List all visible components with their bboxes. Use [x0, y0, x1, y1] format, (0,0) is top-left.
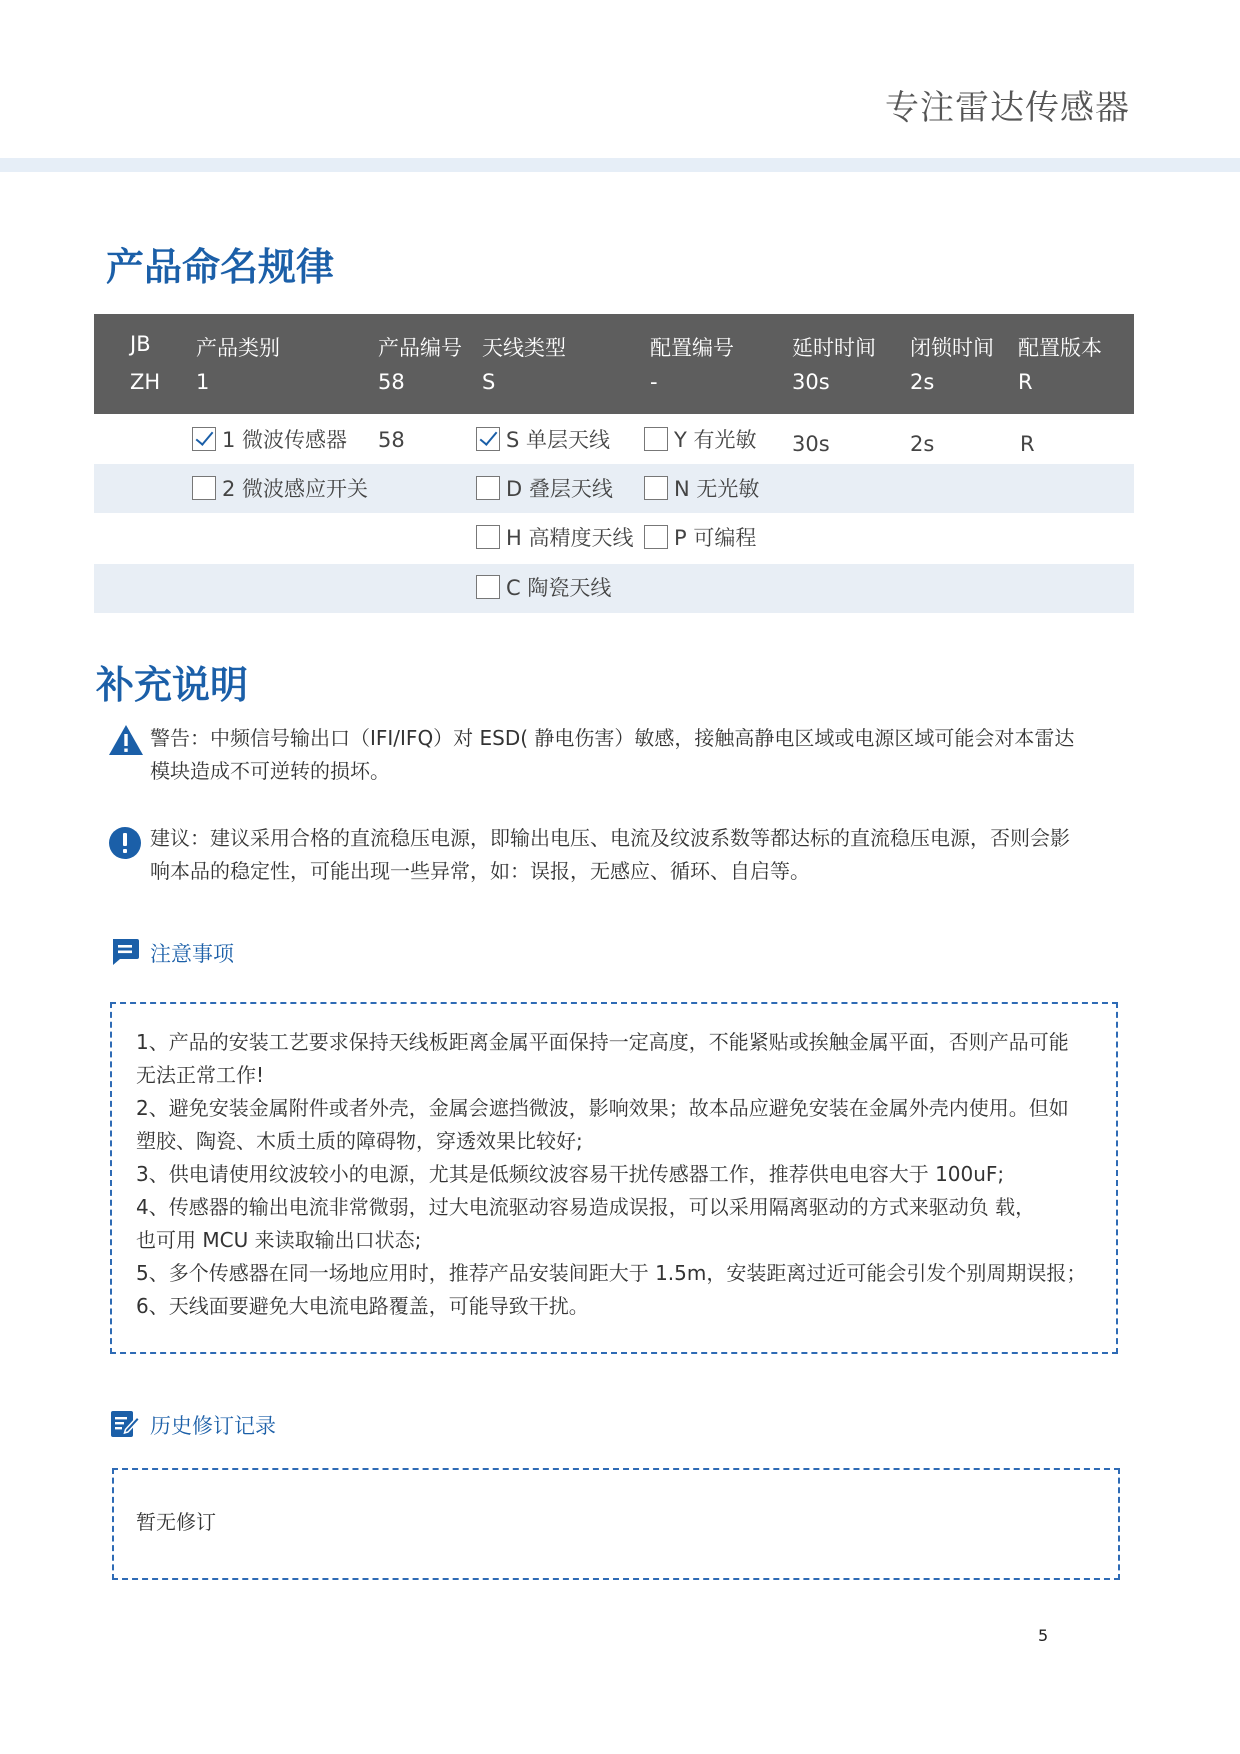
header-cell: 产品类别: [196, 336, 280, 360]
naming-table-header: [94, 314, 1134, 414]
version-value: R: [1020, 432, 1035, 456]
notes-line: 4、传感器的输出电流非常微弱，过大电流驱动容易造成误报，可以采用隔离驱动的方式来驱动负 载，: [136, 1195, 1036, 1219]
advice-text: [150, 822, 1110, 888]
notes-line: 5、多个传感器在同一场地应用时，推荐产品安装间距大于 1.5m，安装距离过近可能会引发个别周期误报；: [136, 1261, 1087, 1285]
checkbox-icon[interactable]: [476, 476, 500, 500]
notes-line: 3、供电请使用纹波较小的电源，尤其是低频纹波容易干扰传感器工作，推荐供电电容大于 100uF;: [136, 1162, 1005, 1186]
header-cell: JB: [130, 332, 151, 356]
notes-line: 6、天线面要避免大电流电路覆盖，可能导致干扰。: [136, 1294, 589, 1318]
naming-title: 产品命名规律: [106, 245, 335, 289]
history-title: 历史修订记录: [150, 1414, 276, 1438]
checkbox-checked-icon[interactable]: [476, 427, 500, 451]
option-category-2[interactable]: [192, 473, 368, 503]
option-category-1[interactable]: [192, 424, 347, 454]
exclamation-circle-icon: [108, 826, 142, 860]
header-cell: 配置版本: [1018, 336, 1102, 360]
option-label: 1 微波传感器: [222, 428, 348, 452]
history-box: [112, 1468, 1120, 1580]
option-label: Y 有光敏: [674, 428, 757, 452]
option-antenna-s[interactable]: [476, 424, 610, 454]
header-cell: 天线类型: [482, 336, 566, 360]
option-label: D 叠层天线: [506, 477, 613, 501]
header-band: [0, 158, 1240, 172]
notes-list: [136, 1026, 1106, 1323]
option-antenna-d[interactable]: [476, 473, 613, 503]
header-cell: 延时时间: [792, 336, 876, 360]
checkbox-icon[interactable]: [476, 575, 500, 599]
supplement-title: 补充说明: [96, 663, 249, 707]
history-content: 暂无修订: [136, 1510, 216, 1534]
notes-line: 也可用 MCU 来读取输出口状态;: [136, 1228, 422, 1252]
checkbox-icon[interactable]: [192, 476, 216, 500]
option-label: 2 微波感应开关: [222, 477, 369, 501]
notes-line: 塑胶、陶瓷、木质土质的障碍物，穿透效果比较好;: [136, 1129, 583, 1153]
option-config-n[interactable]: [644, 473, 759, 503]
header-cell: 产品编号: [378, 336, 462, 360]
advice-line: 响本品的稳定性，可能出现一些异常，如：误报，无感应、循环、自启等。: [150, 859, 810, 883]
option-config-y[interactable]: [644, 424, 757, 454]
notes-line: 1、产品的安装工艺要求保持天线板距离金属平面保持一定高度，不能紧贴或挨触金属平面，否则产品可能: [136, 1030, 1069, 1054]
example-cell: S: [482, 370, 496, 394]
warning-line: 警告：中频信号输出口（IFI/IFQ）对 ESD( 静电伤害）敏感，接触高静电区域或电源区域可能会对本雷达: [150, 726, 1075, 750]
option-antenna-c[interactable]: [476, 572, 611, 602]
option-label: C 陶瓷天线: [506, 576, 612, 600]
table-row-alt: [94, 564, 1134, 613]
message-icon: [110, 936, 140, 966]
option-label: P 可编程: [674, 526, 757, 550]
page-number: 5: [1038, 1626, 1049, 1645]
option-label: N 无光敏: [674, 477, 760, 501]
option-config-p[interactable]: [644, 522, 756, 552]
notes-line: 无法正常工作!: [136, 1063, 265, 1087]
example-cell: -: [650, 370, 658, 394]
checkbox-icon[interactable]: [644, 525, 668, 549]
example-cell: R: [1018, 370, 1033, 394]
notes-title: 注意事项: [150, 942, 234, 966]
example-cell: 58: [378, 370, 405, 394]
checkbox-checked-icon[interactable]: [192, 427, 216, 451]
lock-value: 2s: [910, 432, 935, 456]
warning-text: [150, 722, 1110, 788]
warning-triangle-icon: [108, 724, 144, 756]
checkbox-icon[interactable]: [476, 525, 500, 549]
product-number-value: 58: [378, 428, 405, 452]
checkbox-icon[interactable]: [644, 427, 668, 451]
header-cell: 闭锁时间: [910, 336, 994, 360]
example-cell: 1: [196, 370, 210, 394]
header-title: 专注雷达传感器: [885, 88, 1130, 128]
header-cell: 配置编号: [650, 336, 734, 360]
warning-line: 模块造成不可逆转的损坏。: [150, 759, 390, 783]
option-label: S 单层天线: [506, 428, 611, 452]
edit-document-icon: [110, 1408, 140, 1438]
example-cell: 2s: [910, 370, 935, 394]
example-cell: ZH: [130, 370, 161, 394]
advice-line: 建议：建议采用合格的直流稳压电源，即输出电压、电流及纹波系数等都达标的直流稳压电源，否则会影: [150, 826, 1070, 850]
option-label: H 高精度天线: [506, 526, 634, 550]
example-cell: 30s: [792, 370, 830, 394]
notes-line: 2、避免安装金属附件或者外壳，金属会遮挡微波，影响效果；故本品应避免安装在金属外壳内使用。但如: [136, 1096, 1069, 1120]
checkbox-icon[interactable]: [644, 476, 668, 500]
option-antenna-h[interactable]: [476, 522, 633, 552]
delay-value: 30s: [792, 432, 830, 456]
